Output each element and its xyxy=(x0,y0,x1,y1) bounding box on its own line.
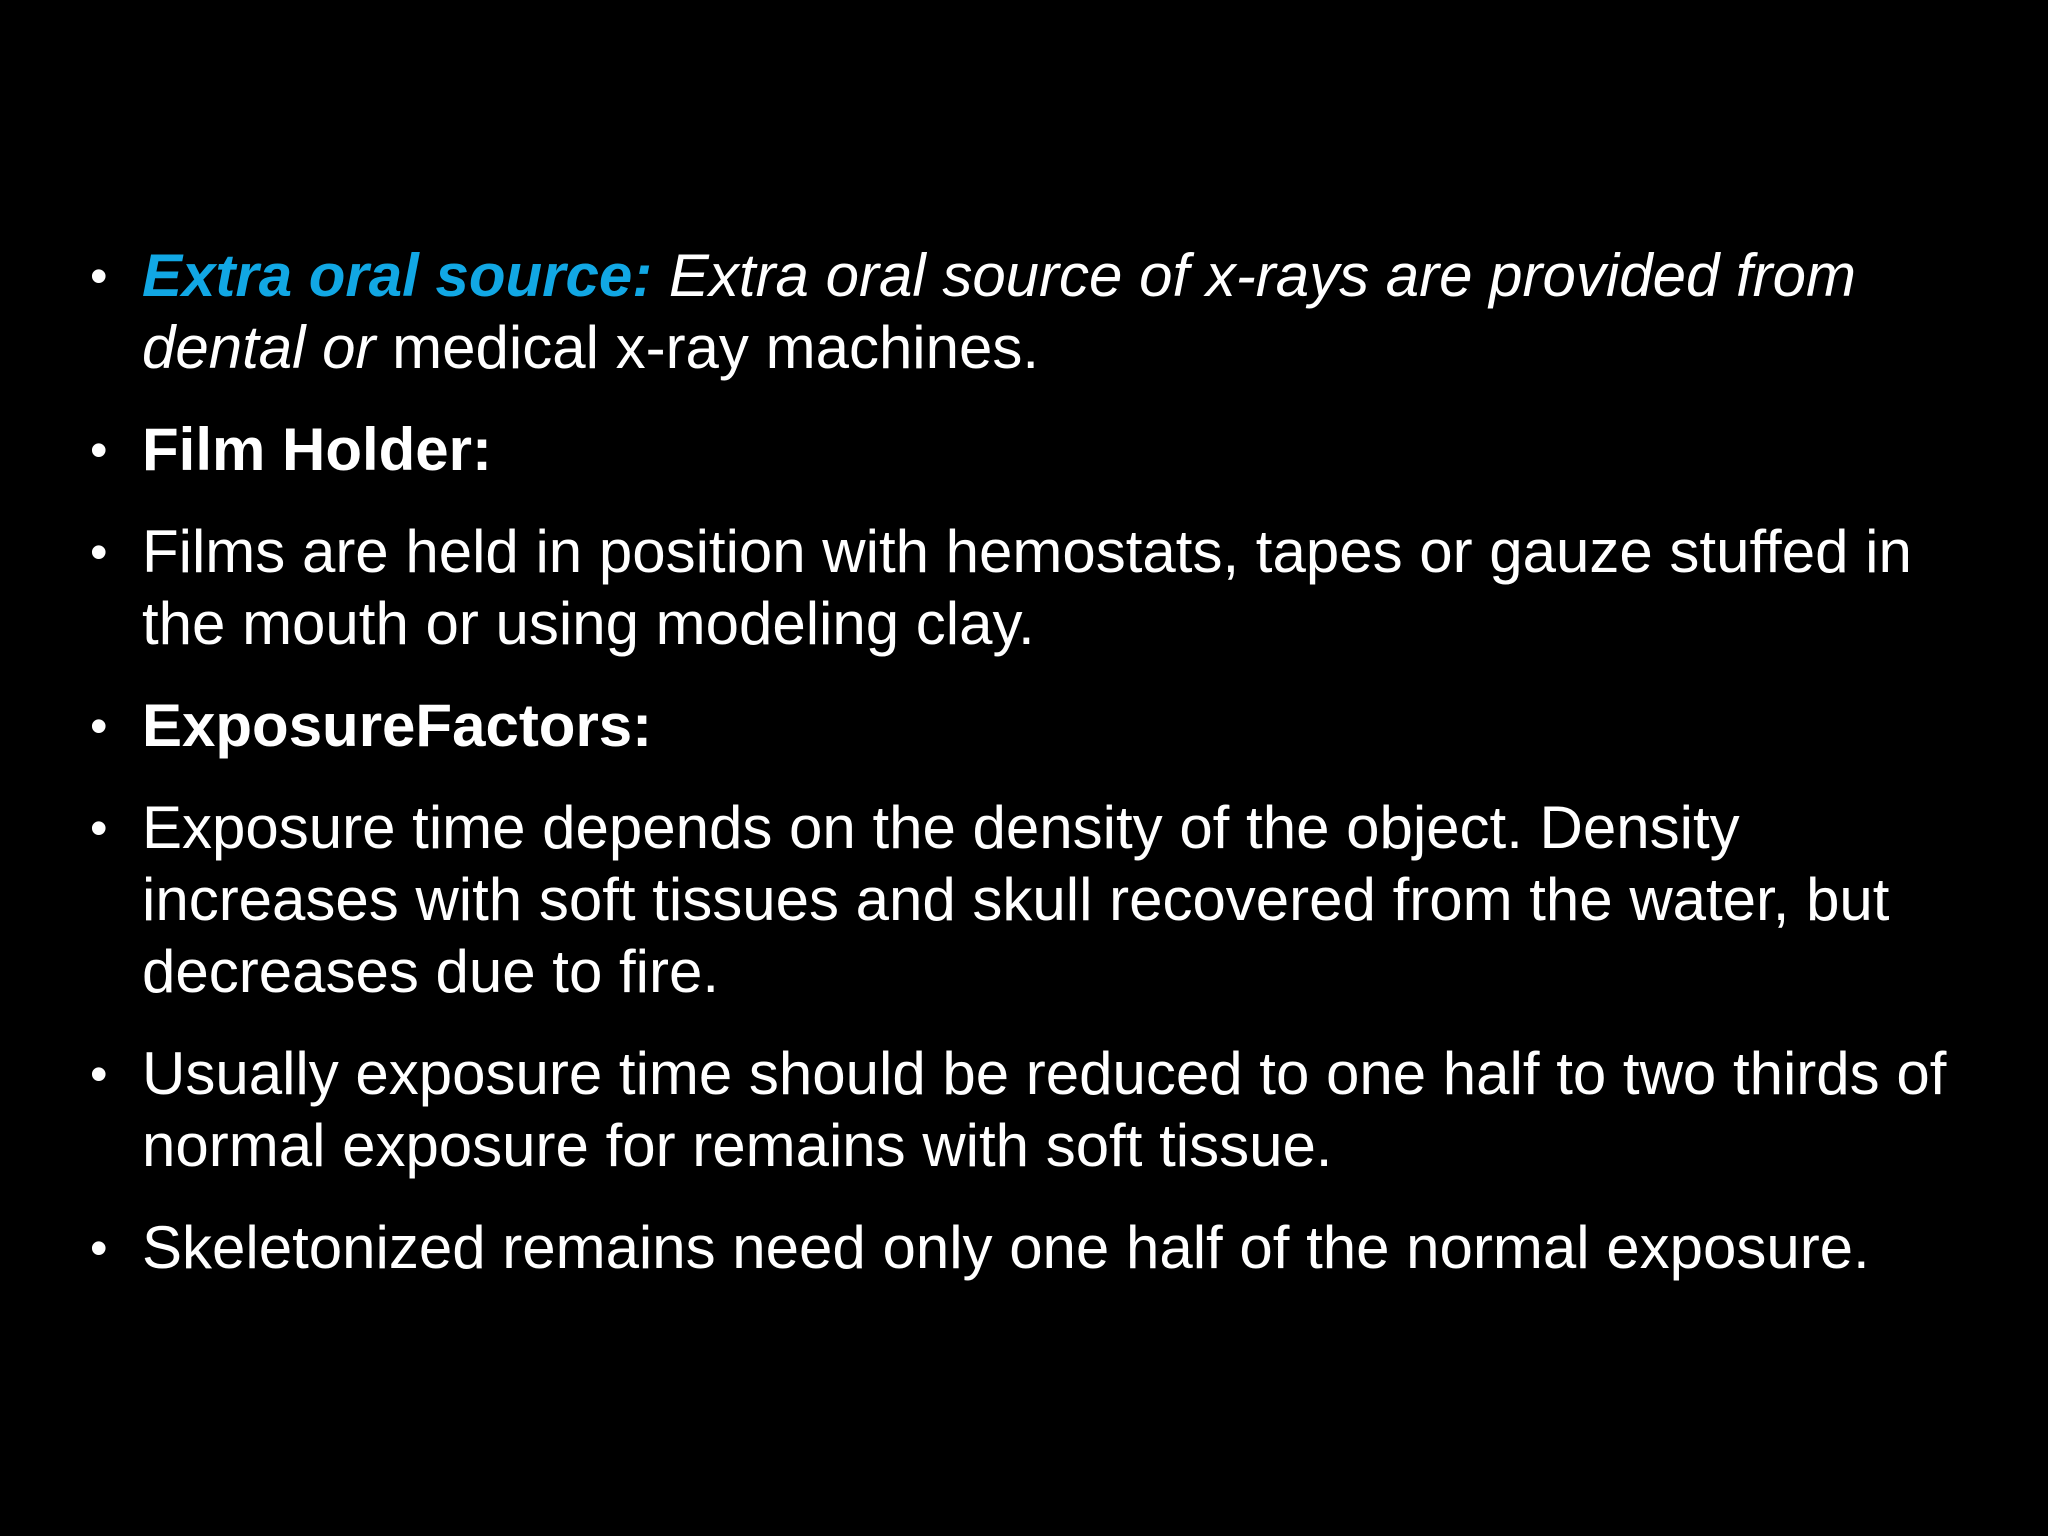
bullet-dot-icon: • xyxy=(90,248,108,304)
bullet-list xyxy=(88,240,1988,1314)
films-held-text: Films are held in position with hemostats, tapes or gauze stuffed in the mouth or using modeling clay. xyxy=(142,518,1912,657)
bullet-extra-oral-source xyxy=(88,240,1988,384)
bullet-usually-exposure xyxy=(88,1038,1988,1182)
exposure-time-text: Exposure time depends on the density of the object. Density increases with soft tissues and skull recovered from the water, but decreases due to fire. xyxy=(142,794,1890,1005)
bullet-skeletonized xyxy=(88,1212,1988,1284)
bullet-dot-icon: • xyxy=(90,800,108,856)
extra-oral-source-italic-text: Extra oral source of x-rays are provided from dental or xyxy=(142,242,1856,381)
exposure-factors-heading: ExposureFactors: xyxy=(142,692,653,759)
bullet-dot-icon: • xyxy=(90,698,108,754)
bullet-exposure-time xyxy=(88,792,1988,1008)
extra-oral-source-text: medical x-ray machines. xyxy=(375,314,1040,381)
extra-oral-source-label: Extra oral source: xyxy=(142,242,653,309)
usually-exposure-text: Usually exposure time should be reduced to one half to two thirds of normal exposure for remains with soft tissue. xyxy=(142,1040,1947,1179)
skeletonized-text: Skeletonized remains need only one half of the normal exposure. xyxy=(142,1214,1870,1281)
bullet-dot-icon: • xyxy=(90,1220,108,1276)
bullet-dot-icon: • xyxy=(90,1046,108,1102)
bullet-dot-icon: • xyxy=(90,524,108,580)
bullet-films-held xyxy=(88,516,1988,660)
bullet-exposure-factors xyxy=(88,690,1988,762)
film-holder-heading: Film Holder: xyxy=(142,416,493,483)
bullet-film-holder xyxy=(88,414,1988,486)
bullet-dot-icon: • xyxy=(90,422,108,478)
